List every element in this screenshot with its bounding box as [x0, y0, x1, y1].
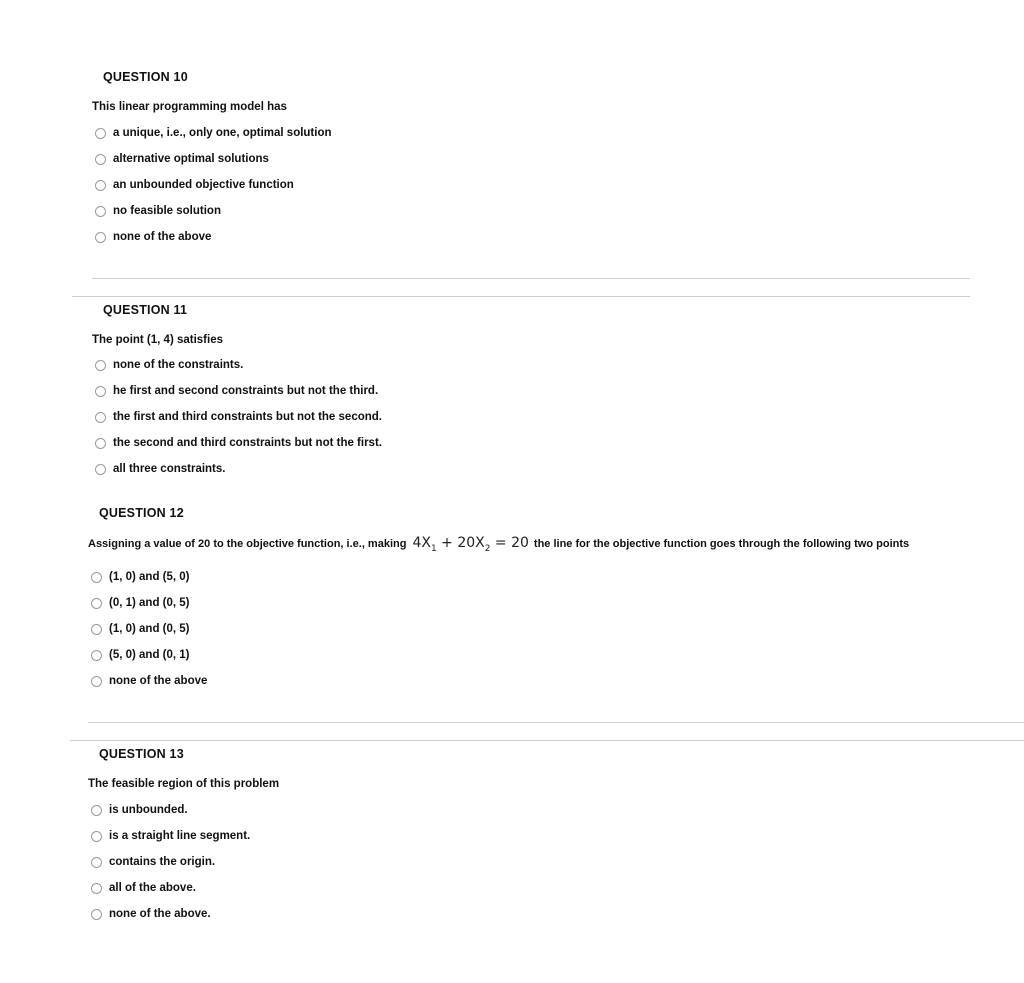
radio-button[interactable] — [91, 883, 102, 894]
option-label: none of the above. — [109, 908, 211, 920]
option-label: none of the constraints. — [113, 359, 244, 371]
option-label: an unbounded objective function — [113, 179, 294, 191]
radio-button[interactable] — [91, 624, 102, 635]
question-10-text: This linear programming model has — [92, 101, 287, 113]
question-11-option-1[interactable] — [95, 357, 243, 373]
question-12-text-before: Assigning a value of 20 to the objective function, i.e., making — [88, 538, 407, 550]
radio-button[interactable] — [95, 206, 106, 217]
radio-button[interactable] — [91, 676, 102, 687]
question-10-option-1[interactable] — [95, 125, 332, 141]
radio-button[interactable] — [91, 572, 102, 583]
question-13-option-3[interactable] — [91, 854, 215, 870]
option-label: none of the above — [109, 675, 208, 687]
radio-button[interactable] — [91, 805, 102, 816]
question-12-option-3[interactable] — [91, 621, 190, 637]
radio-button[interactable] — [91, 857, 102, 868]
section-divider — [70, 740, 1024, 741]
question-10-title: QUESTION 10 — [103, 70, 188, 84]
question-11-title: QUESTION 11 — [103, 303, 188, 317]
question-10-option-4[interactable] — [95, 203, 221, 219]
question-12-option-2[interactable] — [91, 595, 190, 611]
option-label: is unbounded. — [109, 804, 188, 816]
option-label: no feasible solution — [113, 205, 221, 217]
option-label: the first and third constraints but not the second. — [113, 411, 382, 423]
radio-button[interactable] — [95, 360, 106, 371]
radio-button[interactable] — [95, 154, 106, 165]
question-12-text — [88, 535, 909, 554]
question-13-option-1[interactable] — [91, 802, 188, 818]
equation-subscript-2: 2 — [484, 543, 491, 554]
question-10-option-2[interactable] — [95, 151, 269, 167]
option-label: all of the above. — [109, 882, 196, 894]
equation-term-1: 4X — [412, 535, 431, 551]
radio-button[interactable] — [95, 464, 106, 475]
equation-plus: + — [441, 535, 453, 551]
radio-button[interactable] — [95, 180, 106, 191]
question-12-option-5[interactable] — [91, 673, 207, 689]
radio-button[interactable] — [91, 831, 102, 842]
option-label: alternative optimal solutions — [113, 153, 269, 165]
section-divider — [92, 278, 970, 279]
option-label: (0, 1) and (0, 5) — [109, 597, 190, 609]
option-label: a unique, i.e., only one, optimal solution — [113, 127, 332, 139]
option-label: he first and second constraints but not the third. — [113, 385, 379, 397]
equation-rhs: = 20 — [494, 535, 529, 551]
option-label: the second and third constraints but not the first. — [113, 437, 382, 449]
option-label: (1, 0) and (0, 5) — [109, 623, 190, 635]
question-13-title: QUESTION 13 — [99, 747, 184, 761]
radio-button[interactable] — [91, 650, 102, 661]
option-label: is a straight line segment. — [109, 830, 251, 842]
radio-button[interactable] — [91, 598, 102, 609]
radio-button[interactable] — [91, 909, 102, 920]
equation-term-2: 20X — [457, 535, 485, 551]
question-11-option-5[interactable] — [95, 461, 225, 477]
question-11-option-4[interactable] — [95, 435, 382, 451]
option-label: none of the above — [113, 231, 212, 243]
question-13-option-5[interactable] — [91, 906, 211, 922]
option-label: (5, 0) and (0, 1) — [109, 649, 190, 661]
question-10-option-5[interactable] — [95, 229, 211, 245]
question-13-option-4[interactable] — [91, 880, 196, 896]
question-13-text: The feasible region of this problem — [88, 778, 280, 790]
option-label: (1, 0) and (5, 0) — [109, 571, 190, 583]
question-12-title: QUESTION 12 — [99, 506, 184, 520]
question-13-option-2[interactable] — [91, 828, 250, 844]
radio-button[interactable] — [95, 412, 106, 423]
radio-button[interactable] — [95, 386, 106, 397]
section-divider — [72, 296, 970, 297]
radio-button[interactable] — [95, 232, 106, 243]
question-12-option-4[interactable] — [91, 647, 190, 663]
section-divider — [88, 722, 1024, 723]
question-10-option-3[interactable] — [95, 177, 294, 193]
option-label: all three constraints. — [113, 463, 226, 475]
objective-equation — [412, 535, 528, 554]
option-label: contains the origin. — [109, 856, 216, 868]
question-11-option-3[interactable] — [95, 409, 382, 425]
radio-button[interactable] — [95, 438, 106, 449]
equation-subscript-1: 1 — [430, 543, 437, 554]
radio-button[interactable] — [95, 128, 106, 139]
question-12-option-1[interactable] — [91, 569, 190, 585]
question-12-text-after: the line for the objective function goes through the following two points — [533, 538, 910, 550]
question-11-option-2[interactable] — [95, 383, 378, 399]
question-11-text: The point (1, 4) satisfies — [92, 334, 223, 346]
